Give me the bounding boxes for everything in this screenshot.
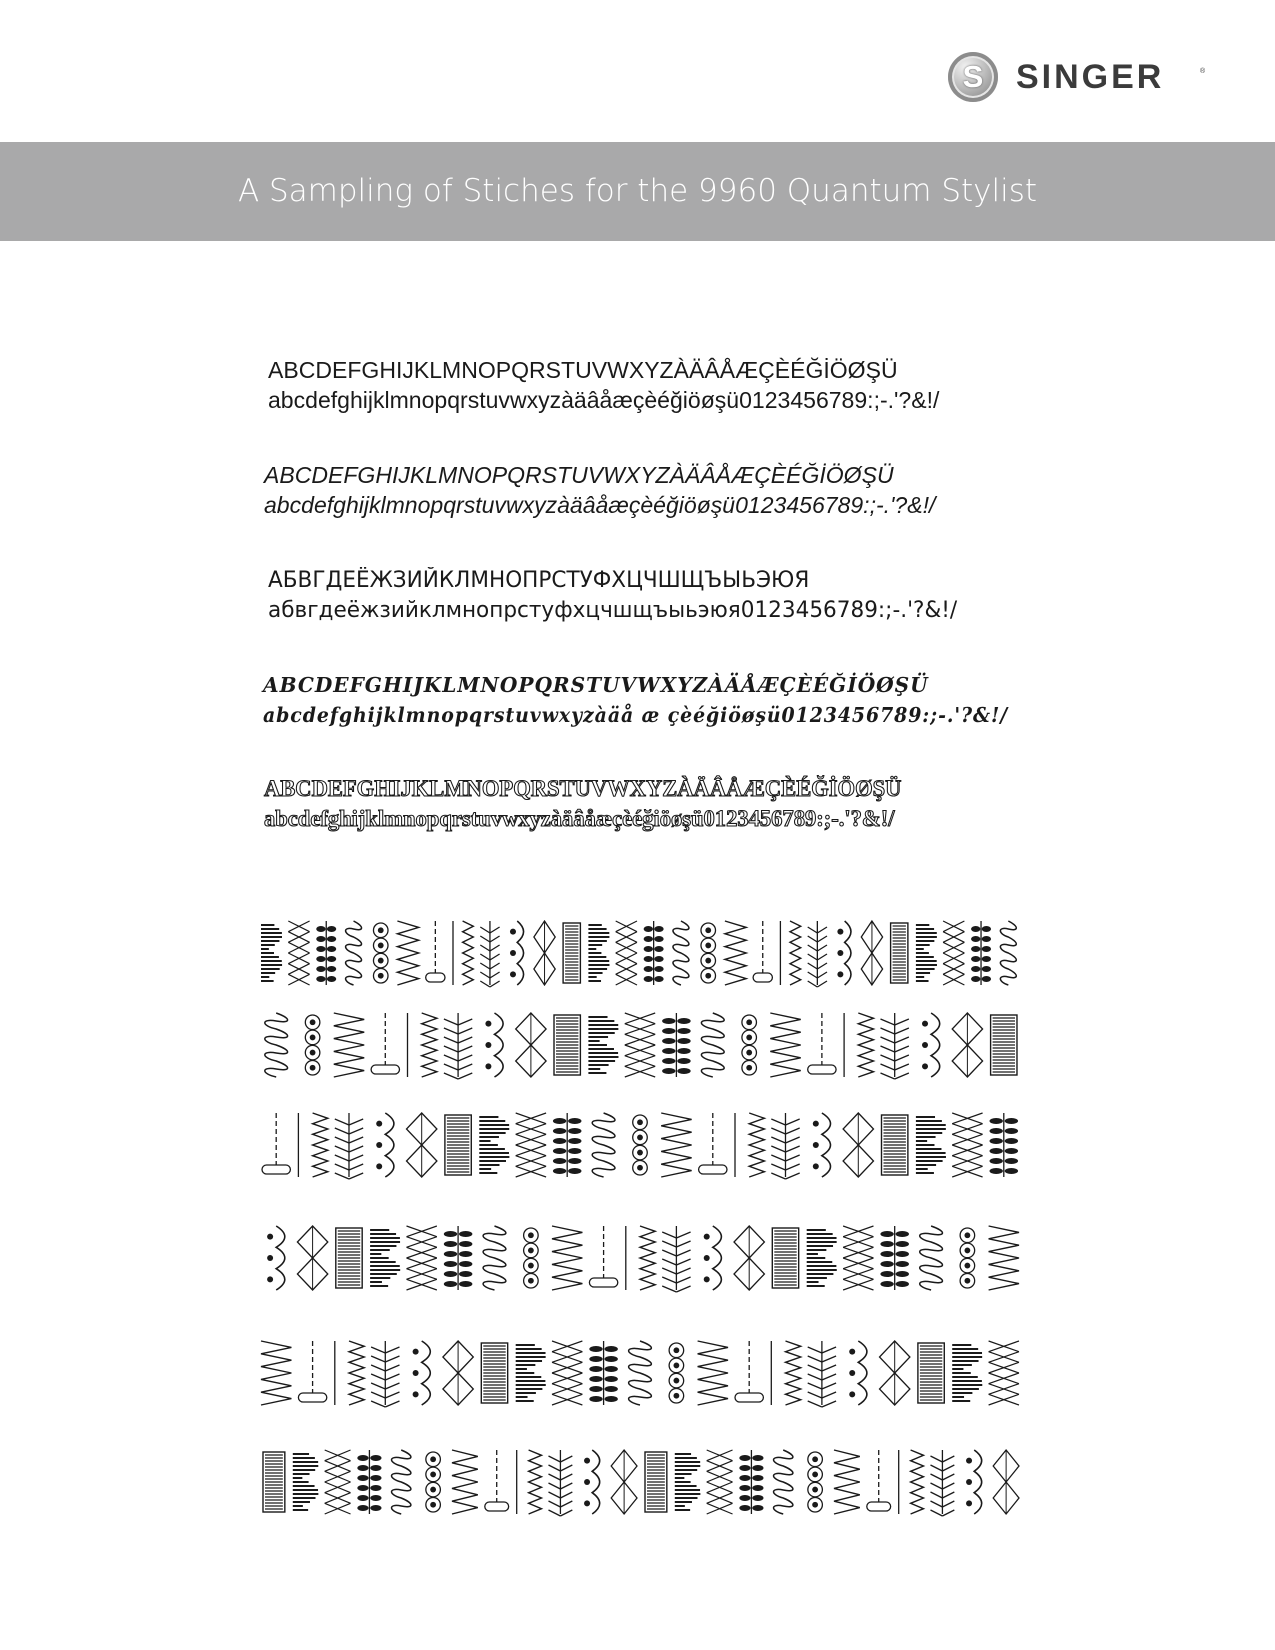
stitch-pattern-icon (675, 1454, 701, 1510)
font-sample-script (263, 670, 1023, 730)
stitch-pattern-icon (916, 1117, 946, 1173)
stitch-pattern-icon (584, 1450, 600, 1514)
stitch-pattern-icon (922, 1013, 940, 1077)
stitch-pattern-icon (370, 1230, 400, 1286)
stitch-pattern-icon (479, 1117, 509, 1173)
stitch-pattern-icon (524, 1228, 539, 1288)
stitch-pattern-icon (699, 1113, 727, 1174)
stitch-pattern-icon (552, 1226, 582, 1290)
stitch-pattern-icon (952, 1013, 982, 1077)
stitch-pattern-icon (645, 1452, 667, 1512)
stitch-pattern-icon (305, 1015, 320, 1075)
stitch-pattern-icon (993, 1450, 1019, 1514)
stitch-pattern-icon (261, 1341, 291, 1405)
stitch-pattern-icon (662, 1226, 690, 1292)
stitch-pattern-icon (960, 1228, 975, 1288)
font-sample-outline (264, 774, 1024, 834)
stitch-pattern-icon (867, 1450, 891, 1511)
stitch-pattern-icon (843, 1226, 873, 1290)
stitch-pattern-icon (916, 925, 937, 981)
stitch-pattern-icon (662, 1013, 691, 1077)
stitch-pattern-icon (920, 1226, 943, 1290)
stitch-pattern-icon (644, 921, 664, 985)
stitch-pattern-icon (426, 1452, 441, 1512)
stitch-pattern-icon (725, 921, 746, 985)
stitch-pattern-icon (485, 1013, 503, 1077)
stitch-pattern-icon (966, 1450, 982, 1514)
stitch-pattern-icon (335, 1113, 363, 1179)
stitch-pattern-icon (407, 1113, 437, 1177)
stitch-pattern-icon (1000, 921, 1016, 985)
stitch-pattern-icon (346, 921, 362, 985)
font-lowercase-line: abcdefghijklmnopqrstuvwxyzàäâåæçèéğiöøşü0123456789:;-.'?&!/ (268, 387, 940, 413)
stitch-pattern-icon (288, 921, 309, 985)
stitch-pattern-icon (661, 1113, 691, 1177)
stitch-pattern-icon (444, 1226, 473, 1290)
stitch-pattern-icon (891, 923, 908, 983)
stitch-pattern-icon (297, 1226, 327, 1290)
stitch-pattern-icon (771, 1113, 799, 1179)
stitch-pattern-icon (991, 1015, 1017, 1075)
stitch-pattern-icon (880, 1341, 910, 1405)
stitch-pattern-icon (407, 1226, 437, 1290)
stitch-pattern-icon (516, 1013, 546, 1077)
stitch-pattern-icon (673, 921, 689, 985)
stitch-pattern-icon (371, 1341, 399, 1407)
stitch-pattern-icon (592, 1113, 615, 1177)
stitch-pattern-icon (549, 1450, 573, 1516)
stitch-pattern-icon (808, 1452, 823, 1512)
stitch-pattern-icon (357, 1450, 381, 1514)
stitch-row-graphic (258, 1110, 1028, 1180)
stitch-pattern-icon (267, 1226, 285, 1290)
stitch-pattern-icon (554, 1015, 580, 1075)
font-sample-sans (268, 355, 1028, 415)
stitch-pattern-icon (481, 1343, 507, 1403)
stitch-pattern-icon (881, 1013, 909, 1079)
font-sample-italic (264, 460, 1024, 520)
stitch-pattern-icon (843, 1113, 873, 1177)
stitch-pattern-icon (589, 1341, 618, 1405)
font-uppercase-line: ABCDEFGHIJKLMNOPQRSTUVWXYZÀÄÅÆÇÈÉĞİÖØŞÜ (263, 673, 929, 697)
stitch-pattern-icon (371, 1013, 399, 1074)
stitch-pattern-icon (837, 921, 851, 985)
stitch-pattern-icon (325, 1450, 351, 1514)
singer-logo (948, 52, 1208, 106)
stitch-pattern-icon (611, 1450, 637, 1514)
stitch-pattern-icon (261, 925, 282, 981)
stitch-pattern-icon (990, 1113, 1019, 1177)
stitch-pattern-icon (336, 1228, 362, 1288)
stitch-pattern-icon (262, 1113, 290, 1174)
stitch-pattern-icon (952, 1345, 982, 1401)
brand-name: SINGER (1016, 58, 1165, 96)
stitch-row-1 (258, 918, 1028, 988)
stitch-row-graphic (258, 1338, 1028, 1408)
stitch-pattern-icon (698, 1341, 728, 1405)
stitch-pattern-icon (704, 1226, 722, 1290)
stitch-pattern-icon (808, 1013, 836, 1074)
stitch-pattern-icon (516, 1113, 546, 1177)
stitch-pattern-icon (633, 1115, 648, 1175)
stitch-pattern-icon (739, 1450, 763, 1514)
stitch-pattern-icon (918, 1343, 944, 1403)
stitch-row-graphic (258, 1223, 1028, 1293)
stitch-pattern-icon (413, 1341, 431, 1405)
stitch-pattern-icon (589, 1226, 617, 1287)
stitch-pattern-icon (443, 1341, 473, 1405)
stitch-pattern-icon (552, 1341, 582, 1405)
stitch-row-6 (258, 1447, 1028, 1517)
stitch-pattern-icon (780, 921, 800, 985)
stitch-pattern-icon (426, 921, 445, 982)
stitch-pattern-icon (408, 1013, 437, 1077)
stitch-pattern-icon (771, 1341, 800, 1405)
stitch-pattern-icon (772, 1228, 798, 1288)
stitch-pattern-icon (480, 921, 499, 987)
stitch-pattern-icon (588, 1017, 618, 1073)
stitch-pattern-icon (707, 1450, 733, 1514)
stitch-pattern-icon (316, 921, 336, 985)
stitch-pattern-icon (265, 1013, 288, 1077)
stitch-pattern-icon (263, 1452, 285, 1512)
title-banner (0, 142, 1275, 241)
stitch-pattern-icon (989, 1341, 1019, 1405)
singer-badge-icon: S (948, 52, 998, 102)
stitch-pattern-icon (753, 921, 772, 982)
stitch-pattern-icon (588, 925, 609, 981)
stitch-pattern-icon (989, 1226, 1019, 1290)
stitch-pattern-icon (483, 1226, 506, 1290)
font-uppercase-line: АБВГДЕЁЖЗИЙКЛМНОПРСТУФХЦЧШЩЪЫЬЭЮЯ (268, 568, 810, 593)
stitch-pattern-icon (770, 1013, 800, 1077)
stitch-pattern-icon (626, 1226, 655, 1290)
font-lowercase-line: abcdefghijklmnopqrstuvwxyzàäâåæçèéğiöøşü0123456789:;-.'?&!/ (264, 492, 936, 518)
stitch-pattern-icon (397, 921, 418, 985)
font-uppercase-line: ABCDEFGHIJKLMNOPQRSTUVWXYZÀÄÂÅÆÇÈÉĞİÖØŞÜ (264, 776, 902, 801)
stitch-pattern-icon (452, 1450, 478, 1514)
stitch-pattern-icon (553, 1113, 582, 1177)
stitch-pattern-icon (516, 1345, 546, 1401)
stitch-row-3 (258, 1110, 1028, 1180)
stitch-pattern-icon (807, 1230, 837, 1286)
stitch-pattern-icon (510, 921, 524, 985)
stitch-pattern-icon (373, 923, 388, 983)
stitch-pattern-icon (931, 1450, 955, 1516)
stitch-pattern-icon (335, 1341, 364, 1405)
stitch-pattern-icon (517, 1450, 542, 1514)
stitch-pattern-icon (701, 923, 716, 983)
stitch-pattern-icon (882, 1115, 908, 1175)
page-title: A Sampling of Stiches for the 9960 Quantum Stylist (237, 173, 1038, 209)
stitch-pattern-icon (808, 1341, 836, 1407)
stitch-row-graphic (258, 1010, 1028, 1080)
stitch-pattern-icon (298, 1341, 326, 1402)
stitch-pattern-icon (445, 1115, 471, 1175)
stitch-pattern-icon (629, 1341, 652, 1405)
stitch-row-2 (258, 1010, 1028, 1080)
stitch-pattern-icon (735, 1341, 763, 1402)
stitch-pattern-icon (774, 1450, 793, 1514)
stitch-pattern-icon (334, 1013, 364, 1077)
stitch-pattern-icon (880, 1226, 909, 1290)
stitch-pattern-icon (734, 1226, 764, 1290)
stitch-pattern-icon (392, 1450, 411, 1514)
font-uppercase-line: ABCDEFGHIJKLMNOPQRSTUVWXYZÀÄÂÅÆÇÈÉĞİÖØŞÜ (264, 462, 894, 488)
stitch-pattern-icon (844, 1013, 873, 1077)
stitch-pattern-icon (742, 1015, 757, 1075)
stitch-pattern-icon (376, 1113, 394, 1177)
stitch-pattern-icon (293, 1454, 319, 1510)
stitch-pattern-icon (485, 1450, 509, 1511)
font-sample-cyrillic (268, 566, 1028, 626)
stitch-pattern-icon (669, 1343, 684, 1403)
stitch-pattern-icon (534, 921, 555, 985)
stitch-row-graphic (258, 1447, 1028, 1517)
stitch-pattern-icon (849, 1341, 867, 1405)
stitch-pattern-icon (834, 1450, 860, 1514)
stitch-pattern-icon (971, 921, 991, 985)
stitch-pattern-icon (952, 1113, 982, 1177)
font-lowercase-line: abcdefghijklmnopqrstuvwxyzàäå æ çèéğiöøşü0123456789:;-.'?&!/ (263, 703, 1009, 727)
stitch-pattern-icon (861, 921, 882, 985)
stitch-pattern-icon (444, 1013, 472, 1079)
stitch-pattern-icon (701, 1013, 724, 1077)
stitch-pattern-icon (943, 921, 964, 985)
stitch-pattern-icon (899, 1450, 924, 1514)
font-uppercase-line: ABCDEFGHIJKLMNOPQRSTUVWXYZÀÄÂÅÆÇÈÉĞİÖØŞÜ (268, 357, 898, 383)
stitch-row-5 (258, 1338, 1028, 1408)
stitch-pattern-icon (453, 921, 473, 985)
stitch-pattern-icon (563, 923, 580, 983)
font-lowercase-line: abcdefghijklmnopqrstuvwxyzàäâåæçèéğiöøşü0123456789:;-.'?&!/ (264, 806, 895, 831)
font-lowercase-line: абвгдеёжзийклмнопрстуфхцчшщъыьэюя0123456789:;-.'?&!/ (268, 598, 958, 623)
stitch-pattern-icon (808, 921, 827, 987)
stitch-row-4 (258, 1223, 1028, 1293)
stitch-pattern-icon (735, 1113, 764, 1177)
stitch-pattern-icon (625, 1013, 655, 1077)
stitch-row-graphic (258, 918, 1028, 988)
registered-mark: ® (1200, 68, 1206, 75)
stitch-pattern-icon (298, 1113, 327, 1177)
stitch-pattern-icon (616, 921, 637, 985)
stitch-pattern-icon (813, 1113, 831, 1177)
